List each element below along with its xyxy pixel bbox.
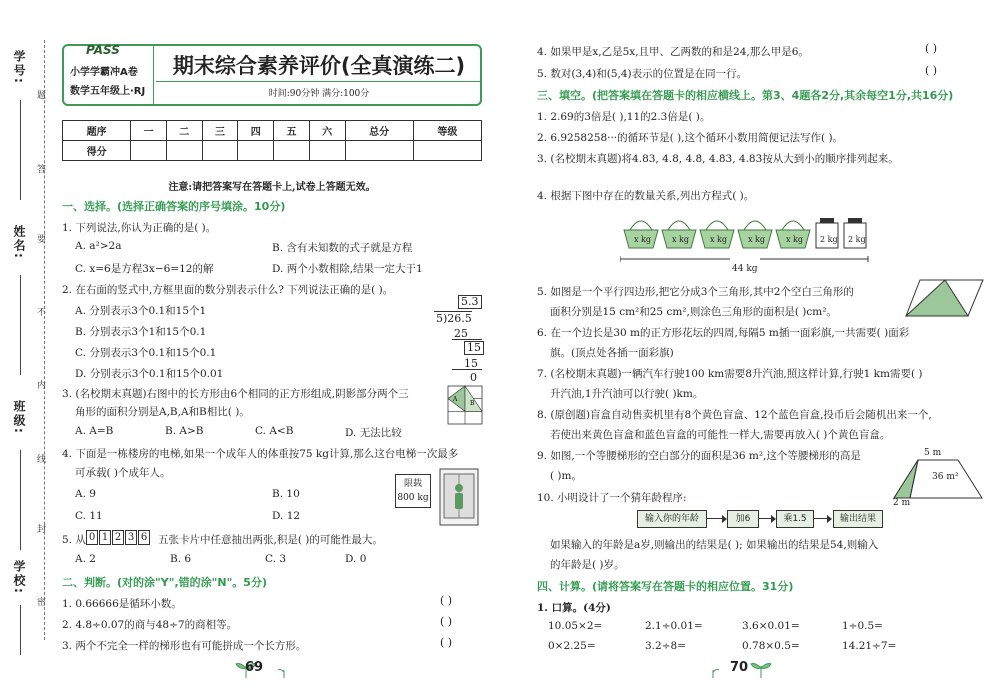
gutter-mark: 封 xyxy=(37,525,47,535)
jar-lid xyxy=(820,218,834,223)
calc-item: 0.78×0.5= xyxy=(742,640,800,652)
answer-paren[interactable]: ( ) xyxy=(925,64,938,77)
trapezoid-bottom-label: 2 m xyxy=(893,498,911,508)
calc-item: 2.1÷0.01= xyxy=(645,620,703,632)
answer-paren[interactable]: ( ) xyxy=(440,636,453,649)
class-label: 班级: xyxy=(12,400,26,435)
score-input[interactable] xyxy=(166,141,202,161)
basket-label: x kg xyxy=(710,235,728,244)
fill-item: 6. 在一个边长是30 m的正方形花坛的四周,每隔5 m插一面彩旗,一共需要( )面彩 xyxy=(537,327,910,339)
remainder-box: 15 xyxy=(464,341,484,355)
calc-item: 1÷0.5= xyxy=(842,620,883,632)
judge-item: 3. 两个不完全一样的梯形也有可能拼成一个长方形。 xyxy=(62,640,307,652)
trapezoid-top-label: 5 m xyxy=(924,448,942,458)
option-b[interactable]: B. 分别表示3个1和15个0.1 xyxy=(75,326,207,338)
fill-item: 旗。(顶点处各插一面彩旗) xyxy=(550,347,674,359)
option-d[interactable]: D. 12 xyxy=(272,510,301,522)
gutter-mark: 内 xyxy=(37,381,47,391)
series-name: 小学学霸冲A卷 xyxy=(70,67,138,78)
pass-logo: PASS xyxy=(86,43,120,57)
option-d[interactable]: D. 分别表示3个0.1和15个0.01 xyxy=(75,368,224,380)
name-label: 姓名: xyxy=(12,225,26,260)
basket-handle xyxy=(630,221,652,230)
score-input[interactable] xyxy=(274,141,310,161)
balance-figure xyxy=(620,210,880,275)
trapezoid-area-label: 36 m² xyxy=(932,472,959,482)
judge-item: 1. 0.66666是循环小数。 xyxy=(62,598,182,610)
flow-step: 输出结果 xyxy=(833,510,883,528)
total-weight: 44 kg xyxy=(732,264,758,274)
school-label: 学校: xyxy=(12,560,26,595)
answer-paren[interactable]: ( ) xyxy=(925,42,938,55)
option-b[interactable]: B. A>B xyxy=(165,425,204,437)
id-label: 学号: xyxy=(12,50,26,85)
fill-item: 如果输入的年龄是a岁,则输出的结果是( ); 如果输出的结果是54,则输入 xyxy=(550,539,879,551)
svg-text:B: B xyxy=(470,400,475,407)
option-b[interactable]: B. 6 xyxy=(170,553,192,565)
section-title: 三、填空。(把答案填在答题卡的相应横线上。第3、4题各2分,其余每空1分,共16分) xyxy=(537,89,954,102)
table-cell: 四 xyxy=(238,121,274,141)
calc-item: 14.21÷7= xyxy=(842,640,897,652)
age-program-flow xyxy=(637,510,876,528)
fill-item: 9. 如图,一个等腰梯形的空白部分的面积是36 m²,这个等腰梯形的高是 xyxy=(537,450,861,462)
score-table-header xyxy=(63,121,482,141)
table-cell: 三 xyxy=(202,121,238,141)
fill-item: 面积分别是15 cm²和25 cm²,则涂色三角形的面积是( )cm²。 xyxy=(550,306,837,318)
gutter-mark: 答 xyxy=(37,165,47,175)
flow-step: 乘1.5 xyxy=(776,510,814,528)
fill-item: ( )m。 xyxy=(550,470,582,482)
question-text: 五张卡片中任意抽出两张,积是( )的可能性最大。 xyxy=(158,534,383,546)
table-cell: 一 xyxy=(131,121,167,141)
gutter-mark: 题 xyxy=(37,91,47,101)
option-d[interactable]: D. 无法比较 xyxy=(345,427,402,439)
question-text: 5. 从 xyxy=(62,534,86,546)
score-input[interactable] xyxy=(238,141,274,161)
question-text: 可承载( )个成年人。 xyxy=(75,467,171,479)
table-cell: 二 xyxy=(166,121,202,141)
option-a[interactable]: A. 分别表示3个0.1和15个1 xyxy=(75,305,207,317)
basket-handle xyxy=(668,221,690,230)
name-line xyxy=(20,275,21,375)
option-b[interactable]: B. 10 xyxy=(272,488,300,500)
arrow-right-icon xyxy=(827,515,832,523)
load-limit-sign: 限载 800 kg xyxy=(395,474,431,508)
section-title: 一、选择。(选择正确答案的序号填涂。10分) xyxy=(62,200,286,213)
long-division xyxy=(422,295,484,384)
score-table xyxy=(62,120,482,161)
table-cell: 总分 xyxy=(345,121,413,141)
elevator-figure xyxy=(395,468,485,528)
calc-item: 10.05×2= xyxy=(548,620,603,632)
score-table-row xyxy=(63,141,482,161)
score-input[interactable] xyxy=(202,141,238,161)
series-box xyxy=(64,43,154,104)
rectangle-figure xyxy=(447,385,483,425)
fill-item: 5. 如图是一个平行四边形,把它分成3个三角形,其中2个空白三角形的 xyxy=(537,286,854,298)
basket-label: x kg xyxy=(748,235,766,244)
number-card: 2 xyxy=(112,530,124,545)
elevator-icon xyxy=(439,468,479,526)
basket-handle xyxy=(782,221,804,230)
number-card: 1 xyxy=(99,530,111,545)
section-title: 四、计算。(请将答案写在答题卡的相应位置。31分) xyxy=(537,580,794,593)
flow-step: 加6 xyxy=(727,510,759,528)
option-c[interactable]: C. x=6是方程3x−6=12的解 xyxy=(75,263,214,275)
number-cards xyxy=(86,530,150,545)
jar-label: 2 kg xyxy=(820,235,838,244)
fold-line xyxy=(44,40,45,640)
score-input[interactable] xyxy=(345,141,413,161)
judge-item: 4. 如果甲是x,乙是5x,且甲、乙两数的和是24,那么甲是6。 xyxy=(537,46,809,58)
page-number: 69 xyxy=(245,660,264,675)
question-text: 4. 下面是一栋楼房的电梯,如果一个成年人的体重按75 kg计算,那么这台电梯一次最多 xyxy=(62,448,459,460)
answer-paren[interactable]: ( ) xyxy=(440,594,453,607)
table-cell: 六 xyxy=(309,121,345,141)
partial-product: 15 xyxy=(464,357,478,370)
basket-label: x kg xyxy=(634,235,652,244)
basket-handle xyxy=(706,221,728,230)
gutter-mark: 线 xyxy=(37,455,47,465)
id-line xyxy=(20,100,21,200)
flow-step: 输入你的年龄 xyxy=(637,510,707,528)
fill-item: 3. (名校期末真题)将4.83, 4.8, 4.8̇, 4.8̇3̇, 4.83̇按从大到小的顺序排列起来。 xyxy=(537,153,899,165)
question-text: 3. (名校期末真题)右图中的长方形由6个相同的正方形组成,阴影部分两个三 xyxy=(62,388,409,400)
score-input[interactable] xyxy=(131,141,167,161)
option-d[interactable]: D. 两个小数相除,结果一定大于1 xyxy=(272,263,423,275)
jar-label: 2 kg xyxy=(848,235,866,244)
question-text: 角形的面积分别是A,B,A和B相比( )。 xyxy=(75,406,250,418)
option-c[interactable]: C. A<B xyxy=(255,425,294,437)
school-line xyxy=(20,605,21,655)
table-cell: 得分 xyxy=(63,141,131,161)
partial-product: 25 xyxy=(454,327,468,340)
fill-item: 1. 2.69的3倍是( ),11的2.3倍是( )。 xyxy=(537,111,711,123)
question-text: 2. 在右面的竖式中,方框里面的数分别表示什么? 下列说法正确的是( )。 xyxy=(62,284,394,296)
quotient-box: 5.3 xyxy=(458,295,482,309)
option-c[interactable]: C. 11 xyxy=(75,510,103,522)
table-cell: 五 xyxy=(274,121,310,141)
fill-item: 若使出来黄色盲盒和蓝色盲盒的可能性一样大,需要再放入( )个黄色盲盒。 xyxy=(550,429,891,441)
option-a[interactable]: A. 9 xyxy=(75,488,96,500)
gutter-mark: 要 xyxy=(37,235,47,245)
dividend: 5)26.5 xyxy=(436,312,472,325)
fill-item: 2. 6.9258258···的循环节是( ),这个循环小数用简便记法写作( )。 xyxy=(537,132,844,144)
option-b[interactable]: B. 含有未知数的式子就是方程 xyxy=(272,242,413,254)
sub-section-title: 1. 口算。(4分) xyxy=(537,602,611,614)
gutter-mark: 密 xyxy=(37,598,47,608)
option-c[interactable]: C. 分别表示3个0.1和15个0.1 xyxy=(75,347,217,359)
remainder: 0 xyxy=(470,371,477,384)
calc-item: 3.6×0.01= xyxy=(742,620,800,632)
basket-label: x kg xyxy=(786,235,804,244)
number-card: 6 xyxy=(138,530,150,545)
number-card: 0 xyxy=(86,530,98,545)
score-input[interactable] xyxy=(413,141,481,161)
option-a[interactable]: A. A=B xyxy=(75,425,114,437)
grade-label: 数学五年级上·RJ xyxy=(70,86,146,97)
section-title: 二、判断。(对的涂"Y",错的涂"N"。5分) xyxy=(62,576,267,589)
fill-item: 10. 小明设计了一个猜年龄程序: xyxy=(537,492,687,504)
gutter-mark: 不 xyxy=(37,308,47,318)
svg-text:A: A xyxy=(453,396,458,403)
fill-item: 的年龄是( )岁。 xyxy=(550,559,625,571)
exam-meta: 时间:90分钟 满分:100分 xyxy=(268,89,370,99)
judge-item: 2. 4.8÷0.07的商与48÷7的商相等。 xyxy=(62,619,238,631)
option-a[interactable]: A. a²>2a xyxy=(75,240,122,252)
question-text: 1. 下列说法,你认为正确的是( )。 xyxy=(62,222,217,234)
option-c[interactable]: C. 3 xyxy=(265,553,287,565)
judge-item: 5. 数对(3,4)和(5,4)表示的位置是在同一行。 xyxy=(537,68,748,80)
calc-item: 0×2.25= xyxy=(548,640,596,652)
fill-item: 8. (原创题)盲盒自动售卖机里有8个黄色盲盒、12个蓝色盲盒,投币后会随机出来一个, xyxy=(537,409,932,421)
answer-paren[interactable]: ( ) xyxy=(440,615,453,628)
table-cell: 等级 xyxy=(413,121,481,141)
basket-label: x kg xyxy=(672,235,690,244)
option-a[interactable]: A. 2 xyxy=(75,553,96,565)
calc-item: 3.2÷8= xyxy=(645,640,686,652)
fill-item: 7. (名校期末真题)一辆汽车行驶100 km需要8升汽油,照这样计算,行驶1 km需要( ) xyxy=(537,368,923,380)
parallelogram-figure xyxy=(905,278,985,318)
jar-lid xyxy=(848,218,862,223)
number-card: 3 xyxy=(125,530,137,545)
binding-gutter xyxy=(0,0,55,693)
basket-handle xyxy=(744,221,766,230)
option-d[interactable]: D. 0 xyxy=(345,553,367,565)
page-title: 期末综合素养评价(全真演练二) xyxy=(172,54,466,78)
score-input[interactable] xyxy=(309,141,345,161)
class-line xyxy=(20,450,21,550)
exam-header xyxy=(62,44,482,106)
table-cell: 题序 xyxy=(63,121,131,141)
page-number: 70 xyxy=(730,660,749,675)
fill-item: 升汽油,1升汽油可以行驶( )km。 xyxy=(550,388,704,400)
fill-item: 4. 根据下图中存在的数量关系,列出方程式( )。 xyxy=(537,190,755,202)
exam-notice: 注意:请把答案写在答题卡上,试卷上答题无效。 xyxy=(168,182,376,193)
